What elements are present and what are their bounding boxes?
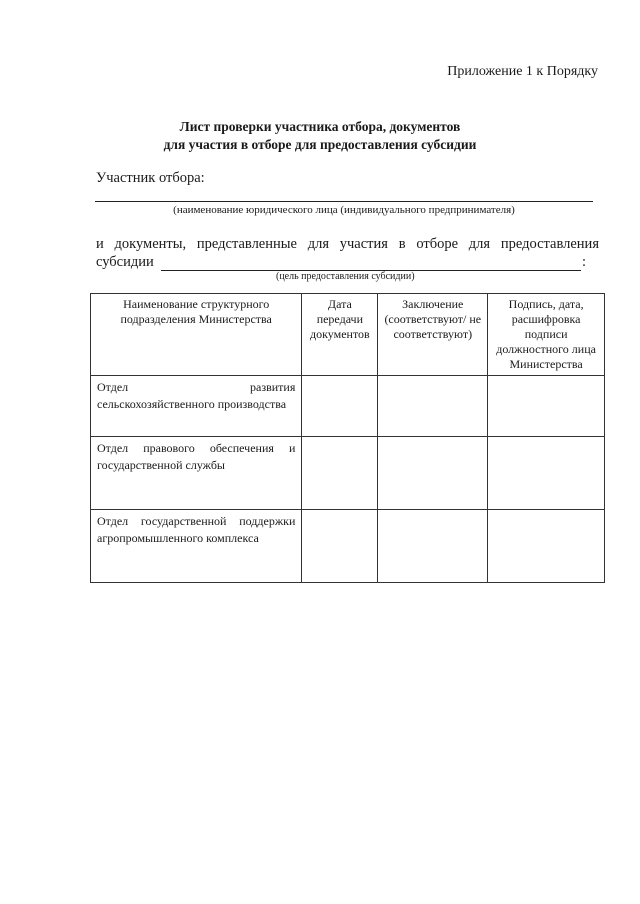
department-name-part: Отдел государственной поддержки (97, 514, 296, 528)
signature-cell[interactable] (488, 510, 605, 583)
department-name-part: государственной службы (97, 458, 225, 472)
documents-text-line-1: и документы, представленные для участия в отборе для предоставления (96, 236, 599, 252)
conclusion-cell[interactable] (378, 376, 488, 437)
title-line-1: Лист проверки участника отбора, документов (179, 119, 461, 134)
conclusion-cell[interactable] (378, 510, 488, 583)
table-row (91, 437, 605, 510)
table-row (91, 510, 605, 583)
signature-cell[interactable] (488, 376, 605, 437)
department-cell (91, 510, 302, 583)
department-name-part: Отдел правового обеспечения и (97, 441, 296, 455)
header-signature: Подпись, дата, расшифровка подписи должностного лица Министерства (488, 294, 605, 376)
document-title (0, 118, 640, 154)
department-name-part: сельскохозяйственного производства (97, 397, 287, 411)
documents-text-line-2: субсидии (96, 254, 154, 270)
table-header-row (91, 294, 605, 376)
title-line-2: для участия в отборе для предоставления субсидии (163, 137, 477, 152)
subsidy-purpose-hint: (цель предоставления субсидии) (276, 271, 415, 282)
appendix-note: Приложение 1 к Порядку (447, 64, 598, 79)
header-department: Наименование структурного подразделения Министерства (91, 294, 302, 376)
participant-name-line (95, 201, 593, 202)
participant-hint: (наименование юридического лица (индивидуального предпринимателя) (173, 204, 515, 216)
check-table (90, 293, 605, 583)
participant-label: Участник отбора: (96, 170, 205, 186)
header-date: Дата передачи документов (302, 294, 378, 376)
signature-cell[interactable] (488, 437, 605, 510)
date-cell[interactable] (302, 437, 378, 510)
department-name-part: Отдел развития (97, 380, 296, 394)
department-name-part: агропромышленного комплекса (97, 531, 259, 545)
table-row (91, 376, 605, 437)
department-cell (91, 376, 302, 437)
documents-colon: : (582, 254, 587, 270)
header-conclusion: Заключение (соответствуют/ не соответствуют) (378, 294, 488, 376)
department-cell (91, 437, 302, 510)
date-cell[interactable] (302, 510, 378, 583)
conclusion-cell[interactable] (378, 437, 488, 510)
date-cell[interactable] (302, 376, 378, 437)
